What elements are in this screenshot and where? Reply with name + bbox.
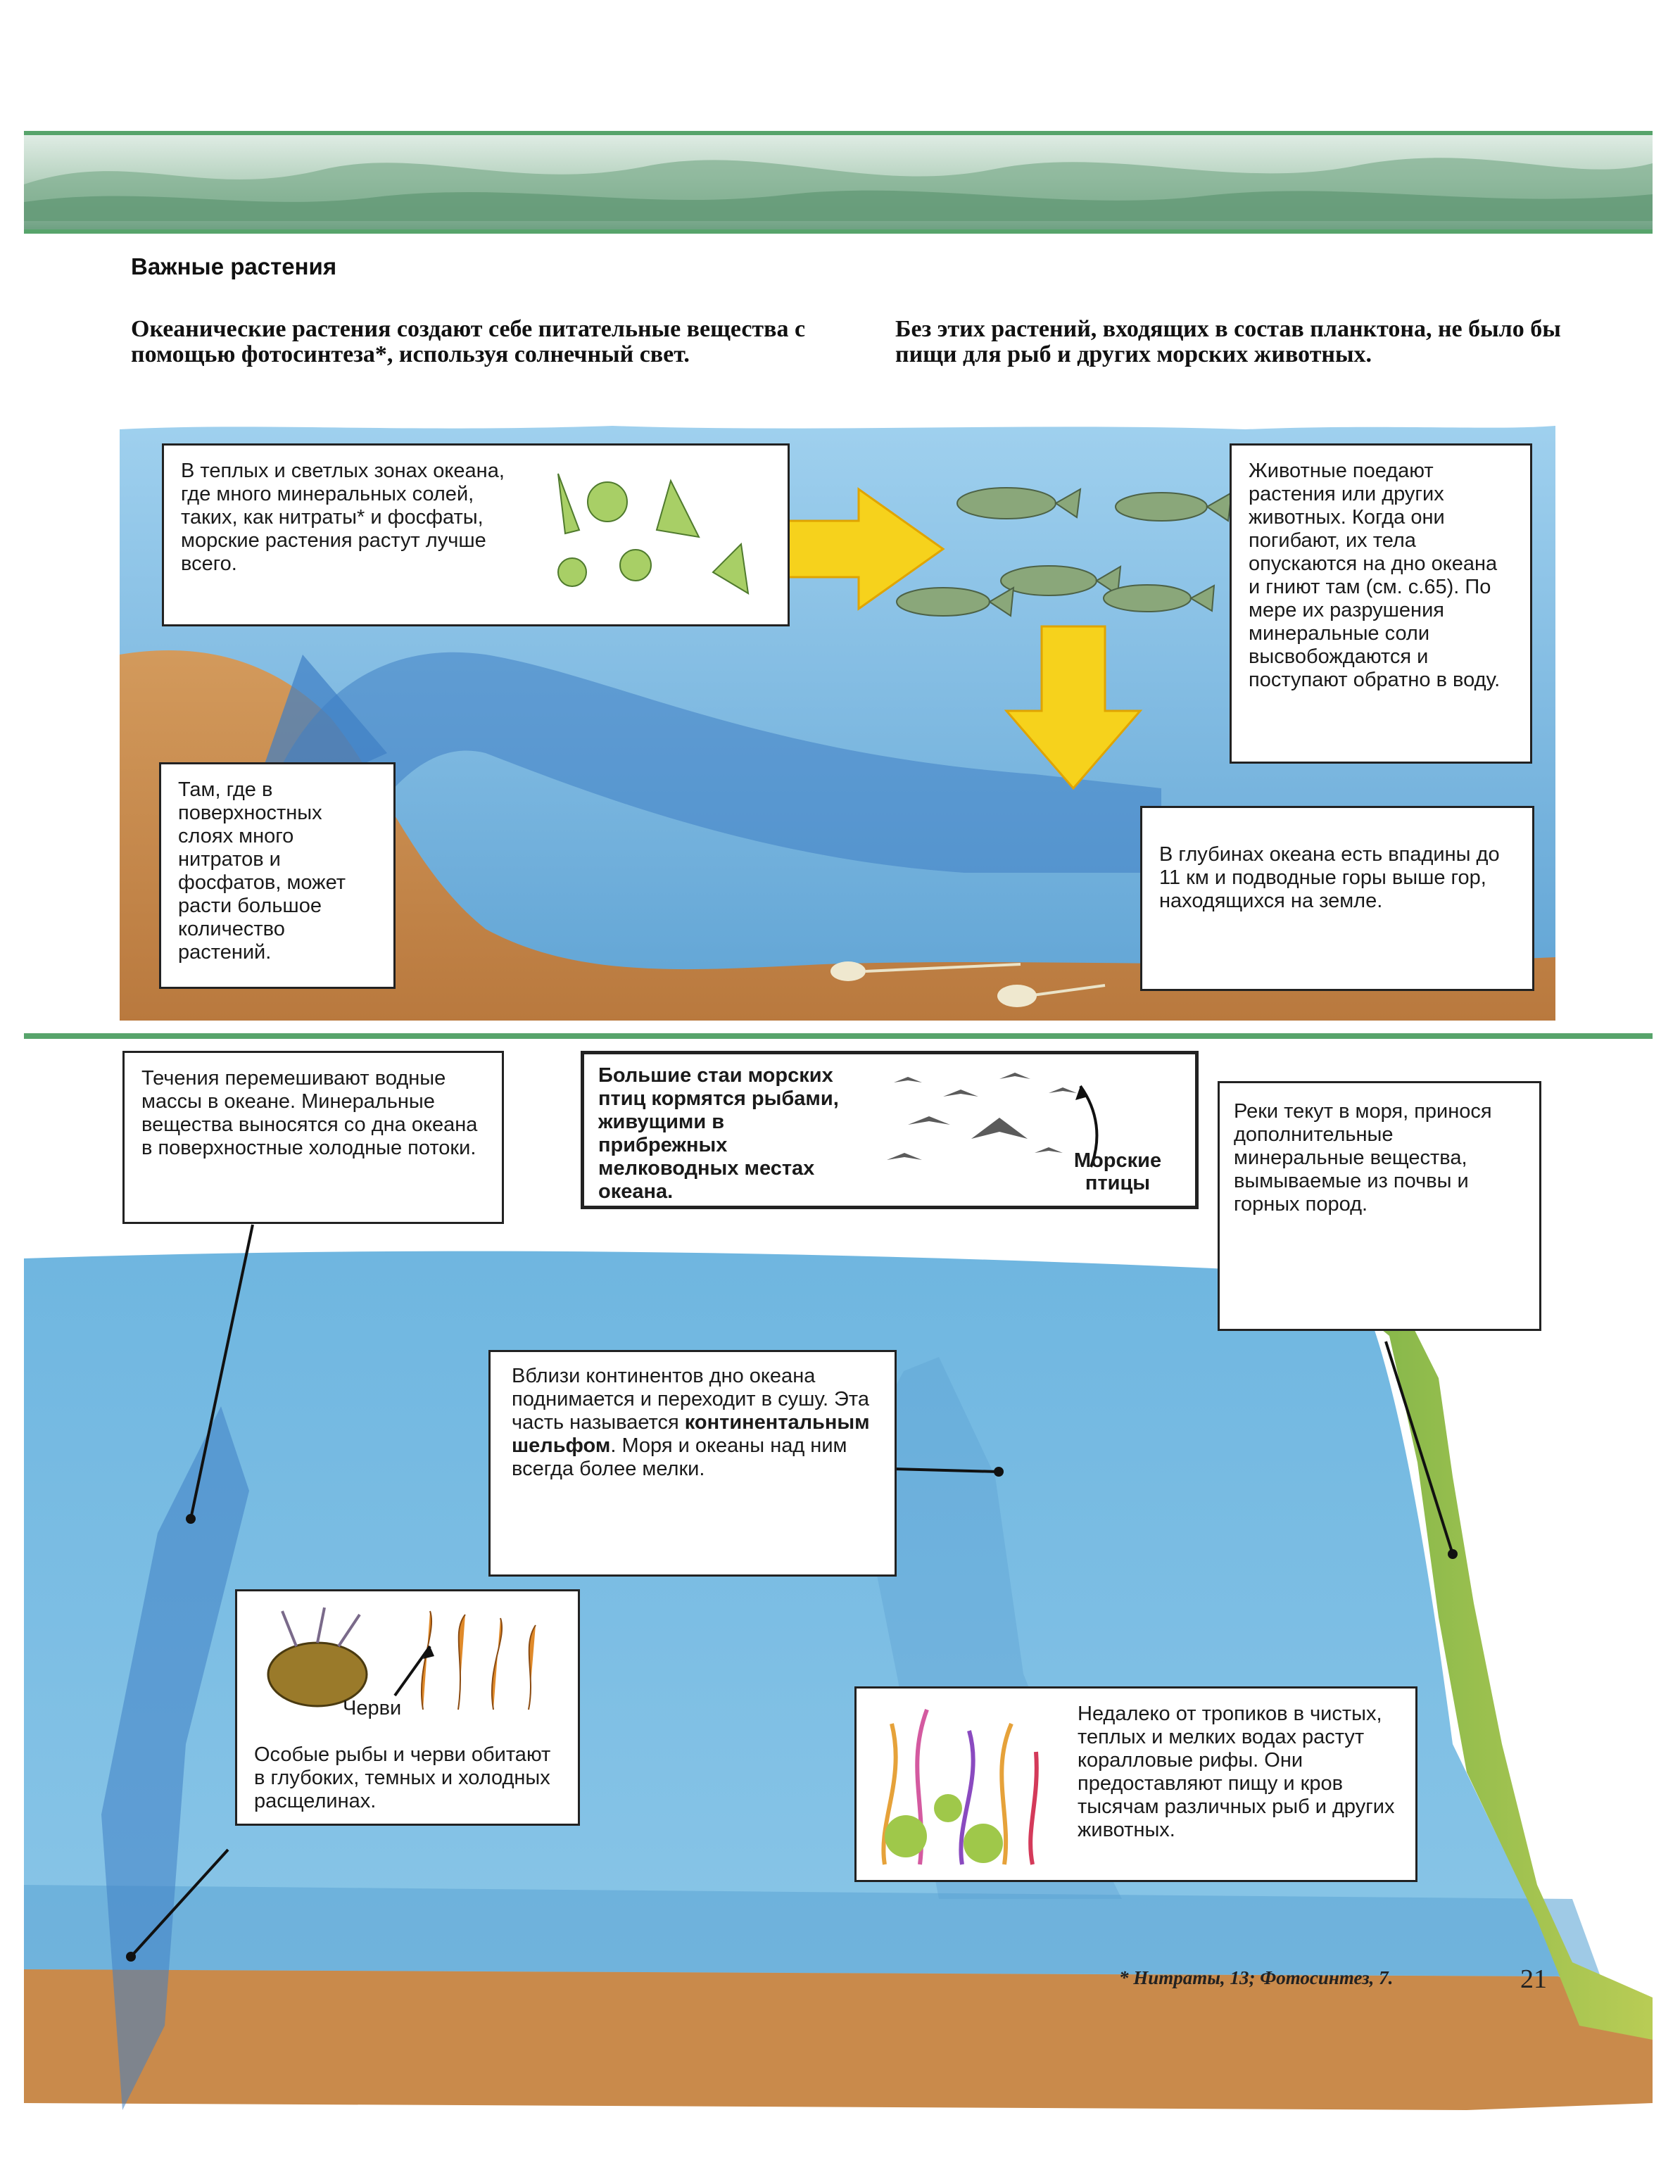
shelf-term: континентальным шельфом — [512, 1411, 870, 1457]
header-water-band — [24, 131, 1653, 234]
animals-caption: Животные поедают растения или других животных. Когда они погибают, их тела опускаются на дно океана и гниют там (см. с.65). По мере их разрушения минеральные соли высвобождаются и поступают обратно в воду. — [1249, 460, 1501, 691]
currents-caption: Течения перемешивают водные массы в океане. Минеральные вещества выносятся со дна океана в поверхностные холодные потоки. — [141, 1067, 478, 1159]
intro-right-paragraph: Без этих растений, входящих в состав планктона, не было бы пищи для рыб и других морских животных. — [895, 316, 1561, 367]
continental-shelf-caption-box — [488, 1350, 897, 1577]
animals-caption-box — [1230, 443, 1532, 764]
surface-layers-caption: Там, где в поверхностных слоях много нитратов и фосфатов, может расти большое количество растений. — [178, 778, 346, 964]
seabirds-label: Морские птицы — [1073, 1149, 1162, 1194]
seabirds-caption-box — [581, 1051, 1199, 1209]
deep-fish-caption: Особые рыбы и черви обитают в глубоких, темных и холодных расщелинах. — [254, 1743, 551, 1812]
section-title: Важные растения — [131, 253, 337, 279]
continental-shelf-caption — [512, 1365, 873, 1481]
seabirds-caption: Большие стаи морских птиц кормятся рыбами, живущими в прибрежных мелководных местах океана. — [598, 1064, 839, 1203]
page-number: 21 — [1520, 1964, 1547, 1994]
header-wave-illustration — [24, 135, 1653, 221]
plankton-illustration — [530, 453, 769, 614]
footnote: * Нитраты, 13; Фотосинтез, 7. — [1119, 1967, 1394, 1988]
rivers-caption-box — [1218, 1081, 1541, 1331]
currents-caption-box — [122, 1051, 504, 1224]
deep-fish-caption-box — [235, 1589, 580, 1826]
worms-label: Черви — [343, 1697, 402, 1719]
shelf-text-2: . Моря и океаны над ним всегда более мелки. — [512, 1434, 847, 1480]
ocean-depths-caption: В глубинах океана есть впадины до 11 км и подводные горы выше гор, находящихся на земле. — [1159, 843, 1500, 912]
section-divider — [24, 1033, 1653, 1039]
nutrient-cycle-diagram — [120, 422, 1555, 1021]
intro-left-paragraph: Океанические растения создают себе питательные вещества с помощью фотосинтеза*, используя солнечный свет. — [131, 316, 806, 367]
surface-layers-caption-box — [159, 762, 396, 989]
ocean-depths-caption-box — [1140, 806, 1534, 991]
rivers-caption: Реки текут в моря, принося дополнительные минеральные вещества, вымываемые из почвы и горных пород. — [1234, 1100, 1492, 1216]
coral-reef-caption: Недалеко от тропиков в чистых, теплых и мелких водах растут коралловые рифы. Они предоставляют пищу и кров тысячам различных рыб и других животных. — [1078, 1703, 1395, 1841]
shelf-text-1: Вблизи континентов дно океана поднимается и переходит в сушу. Эта часть называется — [512, 1365, 869, 1434]
anglerfish-worms-illustration — [254, 1604, 564, 1724]
warm-zones-caption-box — [162, 443, 790, 626]
warm-zones-caption: В теплых и светлых зонах океана, где много минеральных солей, таких, как нитраты* и фосфаты, морские растения растут лучше всего. — [181, 460, 505, 575]
coral-reef-caption-box — [854, 1686, 1417, 1882]
ocean-shelf-diagram — [24, 1040, 1653, 2156]
coral-reef-illustration — [864, 1696, 1054, 1871]
